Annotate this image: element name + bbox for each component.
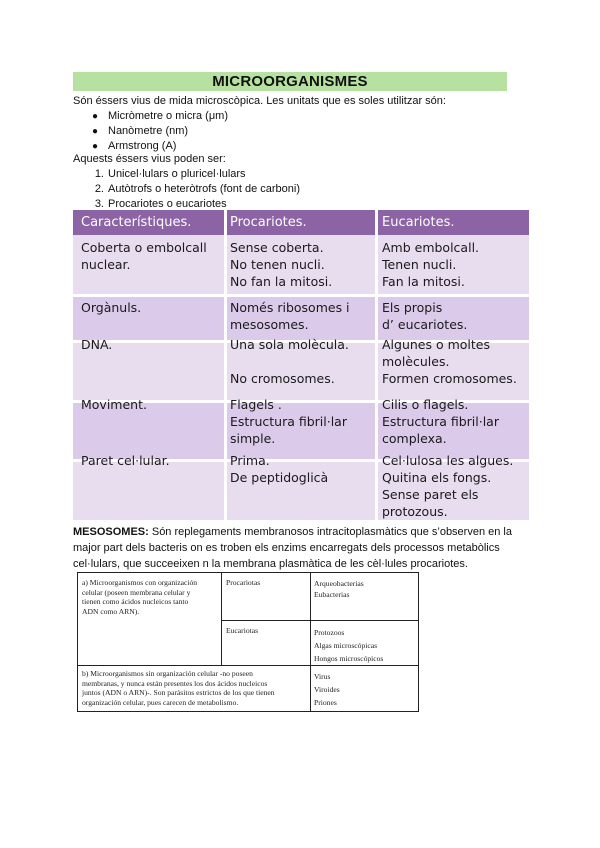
row-divider [221,620,418,621]
table-cell: Algunes o moltes molècules. Formen cromosomes. [382,337,517,386]
column-header: Procariotes. [230,215,307,230]
row-divider [78,665,418,666]
table-cell: Protozoos Algas microscópicas Hongos microscópicos [314,628,384,663]
table-cell: DNA. [81,337,113,352]
table-cell: Cel·lulosa les algues. Quitina els fongs. Sense paret els protozous. [382,453,514,519]
page-title: MICROORGANISMES [73,72,507,91]
types-intro: Aquests éssers vius poden ser: [73,153,226,165]
table-cell: b) Microorganismos sin organización celular -no poseen membranas, y nunca están presentes los dos ácidos nucleicos juntos (ADN o ARN)-. Son parásitos estrictos de los que tienen organización celular, pues carecen de metabolismo. [82,669,275,707]
bullet-icon: ● [92,141,99,152]
column-divider [221,573,222,665]
list-item: ● Micròmetre o micra (μm) [92,110,229,122]
table-cell: Sense coberta. No tenen nucli. No fan la mitosi. [230,240,333,289]
table-cell: Arqueobacterias Eubacterias [314,579,364,599]
table-cell: Cilis o flagels. Estructura fibril·lar complexa. [382,397,499,446]
intro-text: Són éssers vius de mida microscòpica. Les unitats que es soles utilitzar són: [73,95,446,107]
table-cell: Orgànuls. [81,300,142,315]
table-cell: Flagels . Estructura fibril·lar simple. [230,397,347,446]
column-divider [224,210,227,520]
table-cell: Eucariotas [226,626,259,635]
bullet-icon: ● [92,126,99,137]
table-cell: Prima. De peptidoglicà [230,453,329,485]
column-divider [375,210,378,520]
table-cell: Una sola molècula. No cromosomes. [230,337,349,386]
bullet-icon: ● [92,111,99,122]
mesosomes-term: MESOSOMES: [73,526,149,538]
list-item: 1. Unicel·lulars o pluricel·lulars [94,168,246,180]
table-cell: Els propis d’ eucariotes. [382,300,468,332]
row-divider [73,294,529,297]
mesosomes-definition: Són replegaments membranosos intracitoplasmàtics que s’observen en la major part dels bacteris on es troben els enzims encarregats dels processos metabòlics cel·lulars, que succeeixen n la membrana plasmàtica de les cèl·lules procariotes. [73,526,512,570]
classification-table [77,572,419,712]
column-header: Eucariotes. [382,215,455,230]
list-item: ● Armstrong (A) [92,140,177,152]
column-header: Característiques. [81,215,192,230]
table-cell: Procariotas [226,578,261,587]
list-item: 3. Procariotes o eucariotes [94,198,227,210]
table-cell: Només ribosomes i mesosomes. [230,300,350,332]
list-item: ● Nanòmetre (nm) [92,125,189,137]
table-cell: Paret cel·lular. [81,453,170,468]
mesosomes-paragraph [73,524,533,572]
table-cell: Amb embolcall. Tenen nucli. Fan la mitosi. [382,240,480,289]
comparison-table [73,210,529,520]
table-cell: Virus Viroides Priones [314,672,340,707]
table-cell: Moviment. [81,397,147,412]
column-divider [310,573,311,711]
table-cell: Coberta o embolcall nuclear. [81,240,207,272]
list-item: 2. Autòtrofs o heteròtrofs (font de carboni) [94,183,300,195]
table-cell: a) Microorganismos con organización celular (poseen membrana celular y tienen como ácidos nucleicos tanto ADN como ARN). [82,578,198,616]
